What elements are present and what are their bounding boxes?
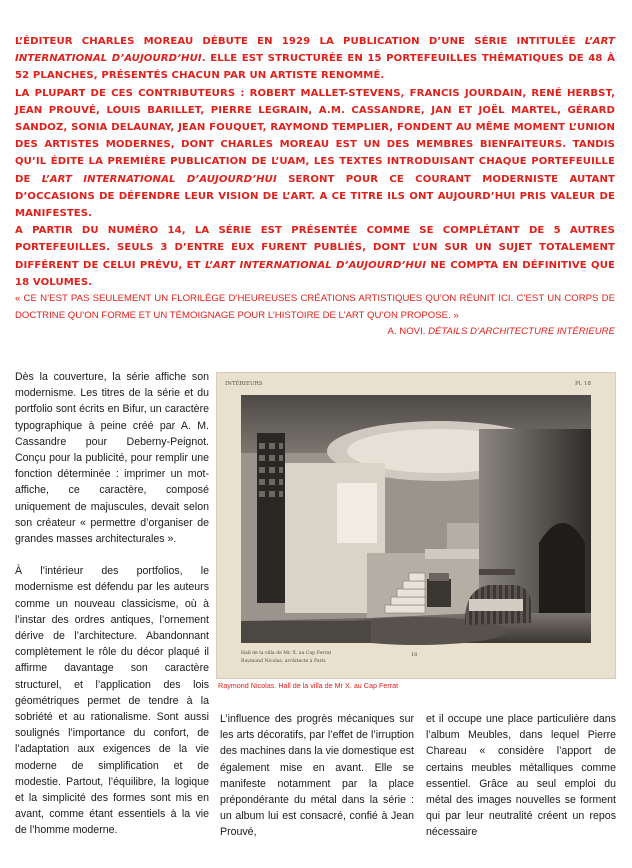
series-title: L’ART INTERNATIONAL D’AUJOURD’HUI	[41, 173, 277, 185]
column1-paragraph-2: À l’intérieur des portfolios, le modernisme est défendu par les auteurs comme un nouveau classicisme, où à l’instar des ordres antiques, l’ornement dérive de l’architecture. Abandonnant complètement le rôle du décor plaqué il affirme davantage son caractère structurel, et l’application des lois géométriques permet de tendre à la sobriété et au rationalisme. Sont aussi soulignés l’importance du confort, de l’adaptation aux exigences de la vie moderne de simplification et de modestie. Partout, l’équilibre, la logique et la simplicité des formes sont mis en avant, comme étant essentiels à la vie de l’homme moderne.	[15, 565, 209, 837]
plate-header-left: INTÉRIEURS	[225, 381, 263, 387]
intro-paragraph-3: A PARTIR DU NUMÉRO 14, LA SÉRIE EST PRÉSENTÉE COMME SE COMPLÉTANT DE 5 AUTRES PORTEFEUILLES. SEULS 3 D’ENTRE EUX FURENT PUBLIÉS, DONT L’UN SUR UN SUJET TOTALEMENT DIFFÉRENT DE CELUI PRÉVU, ET L’ART INTERNATIONAL D’AUJOURD’HUI NE COMPTA EN DÉFINITIVE QUE 18 VOLUMES.	[15, 225, 616, 288]
room-photograph	[241, 395, 591, 645]
column2-paragraph-1: L’influence des progrès mécaniques sur les arts décoratifs, par l’effet de l’irruption des machines dans la vie domestique est également mise en avant. Elle se manifeste notamment par la place prépondérante du métal dans la série : un album lui est consacré, confié à Jean Prouvé,	[220, 713, 414, 839]
quote-source: DÉTAILS D’ARCHITECTURE INTÉRIEURE	[428, 326, 615, 337]
photo-caption: Raymond Nicolas. Hall de la villa de Mr X. au Cap Ferrat	[218, 681, 399, 690]
intro-paragraph-2: LA PLUPART DE CES CONTRIBUTEURS : ROBERT MALLET-STEVENS, FRANCIS JOURDAIN, RENÉ HERBST, JEAN PROUVÉ, LOUIS BARILLET, PIERRE LEGRAIN, A.M. CASSANDRE, JAN ET JOËL MARTEL, GÉRARD SANDOZ, SONIA DELAUNAY, JEAN FOUQUET, RAYMOND TEMPLIER, FONDENT AU MÊME MOMENT L’UNION DES ARTISTES MODERNES, DONT CHARLES MOREAU EST UN DES MEMBRES BIENFAITEURS. TANDIS QU’IL ÉDITE LA PREMIÈRE PUBLICATION DE L’UAM, LES TEXTES INTRODUISANT CHAQUE PORTEFEUILLE DE L’ART INTERNATIONAL D’AUJOURD’HUI SERONT POUR CE COURANT MODERNISTE AUTANT D’OCCASIONS DE DÉFENDRE LEUR VISION DE L’ART. A CE TITRE ILS ONT AUJOURD’HUI PRIS VALEUR DE MANIFESTES.	[15, 87, 615, 220]
body-column-2	[220, 711, 414, 841]
plate-caption-line-1: Hall de la villa de Mr. X. au Cap Ferrat	[241, 651, 332, 656]
quote-author: A. NOVI.	[387, 326, 429, 337]
series-title: L’ART INTERNATIONAL D’AUJOURD’HUI	[15, 36, 615, 65]
intro-paragraph-1: L’ÉDITEUR CHARLES MOREAU DÉBUTE EN 1929 LA PUBLICATION D’UNE SÉRIE INTITULÉE L’ART INTERNATIONAL D’AUJOURD’HUI. ELLE EST STRUCTURÉE EN 15 PORTEFEUILLES THÉMATIQUES DE 48 À 52 PLANCHES, PRÉSENTÉS CHACUN PAR UN ARTISTE RENOMMÉ.	[15, 36, 615, 82]
body-column-3	[426, 711, 616, 841]
body-column-1	[15, 369, 209, 839]
plate-header-right: Pl. 18	[575, 381, 591, 387]
plate-caption-line-2: Raymond Nicolas, architecte à Paris	[241, 659, 326, 664]
quote-attribution	[15, 324, 615, 341]
intro-text	[15, 33, 615, 291]
quote-text: « CE N’EST PAS SEULEMENT UN FLORILÈGE D’HEUREUSES CRÉATIONS ARTISTIQUES QU’ON RÉUNIT ICI. C’EST UN CORPS DE DOCTRINE QU’ON FORME ET UN TÉMOIGNAGE POUR L’HISTOIRE DE L’ART QU’ON PROPOSE. »	[15, 293, 615, 321]
column3-paragraph-1: et il occupe une place particulière dans l’album Meubles, dans lequel Pierre Chareau « considère l’apport de certains meubles métalliques comme essentiel. Grâce au seul emploi du métal des images nouvelles se forment qui par leur neutralité créent un repos nécessaire	[426, 713, 616, 839]
plate-number: 18	[411, 652, 418, 658]
plate-photo	[216, 372, 616, 679]
pull-quote	[15, 291, 615, 341]
series-title: L’ART INTERNATIONAL D’AUJOURD’HUI	[204, 259, 427, 271]
column1-paragraph-1: Dès la couverture, la série affiche son modernisme. Les titres de la série et du portfolio sont écrits en Bifur, un caractère typographique à peine créé par A. M. Cassandre pour Deberny-Peignot. Conçu pour la publicité, pour remplir une fonction déterminée : imprimer un mot-affiche, ce caractère, composé uniquement de majuscules, devait selon son créateur « permettre d’organiser de grandes masses architecturales ».	[15, 371, 209, 546]
